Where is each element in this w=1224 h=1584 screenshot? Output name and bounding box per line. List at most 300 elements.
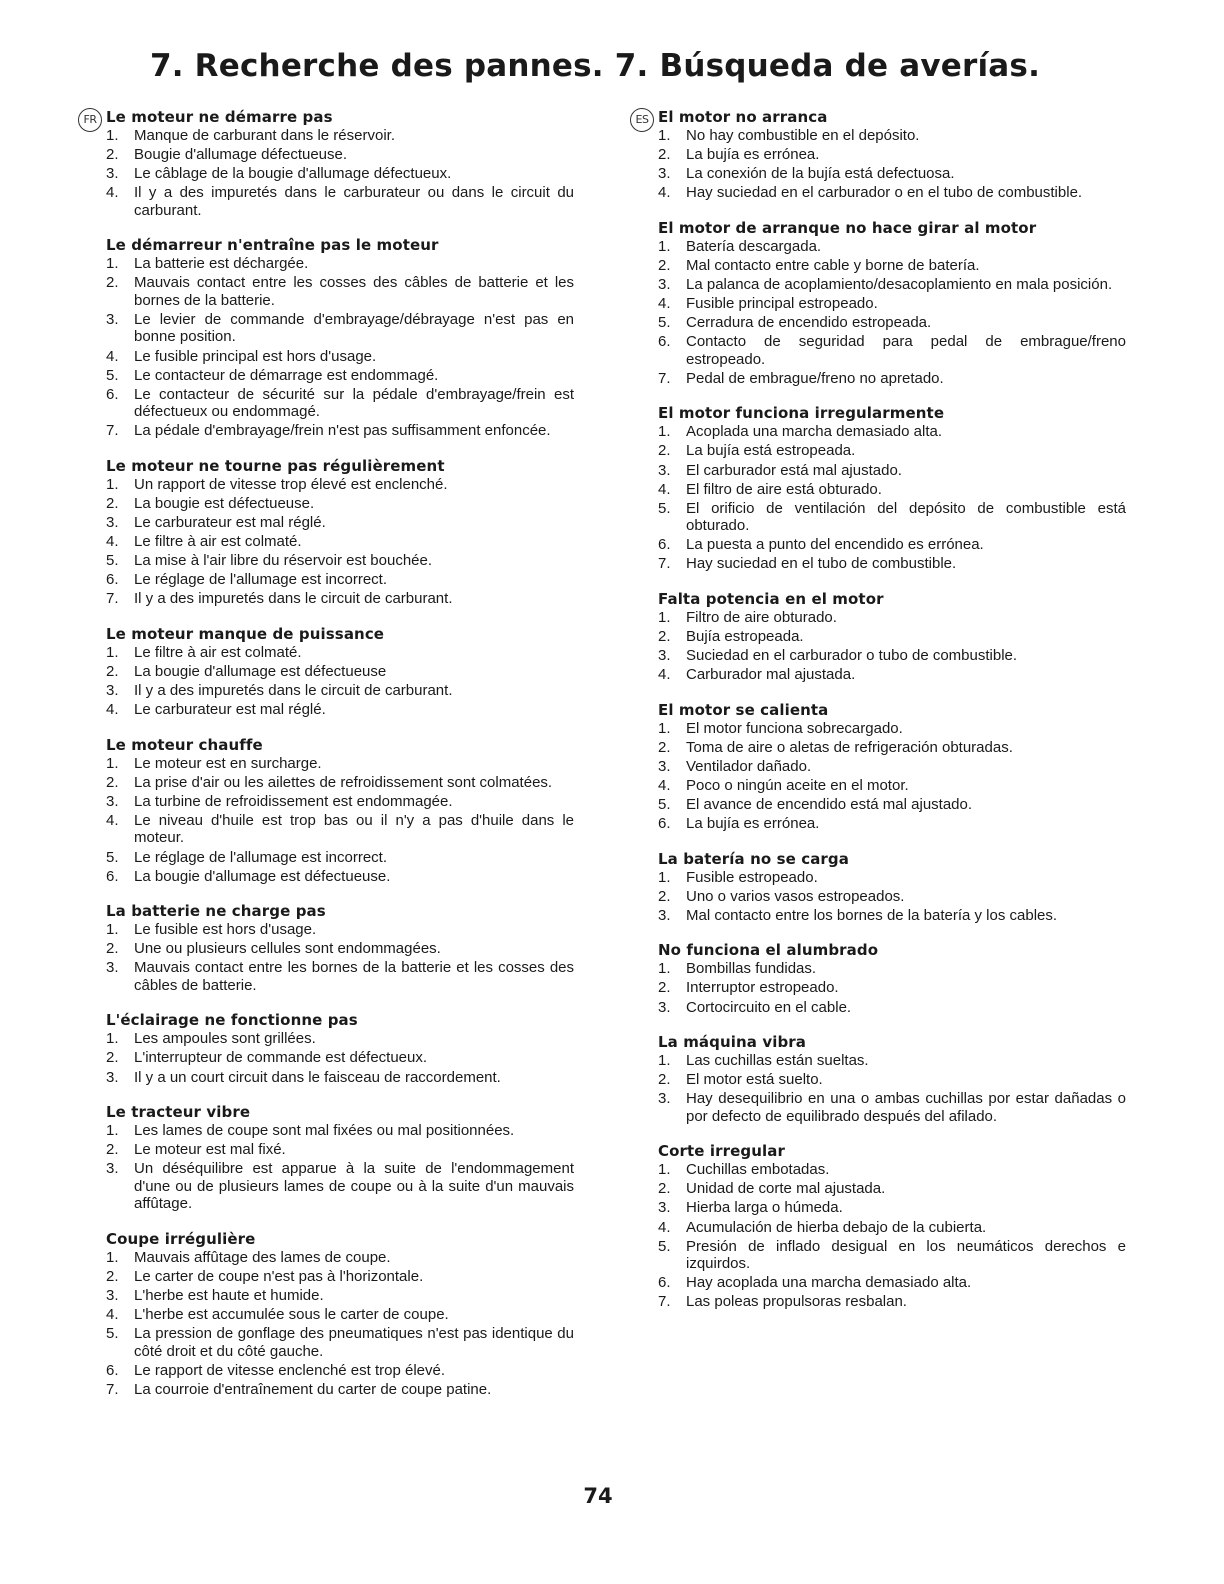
item-number: 2.	[106, 940, 119, 958]
item-number: 2.	[658, 256, 671, 274]
item-number: 3.	[106, 1068, 119, 1086]
item-number: 1.	[658, 868, 671, 886]
item-number: 2.	[106, 494, 119, 512]
list-item	[106, 146, 574, 164]
item-text: Contacto de seguridad para pedal de embrague/freno estropeado.	[686, 333, 1126, 368]
item-number: 3.	[106, 959, 119, 977]
page-title: 7. Recherche des pannes. 7. Búsqueda de averías.	[149, 48, 1041, 84]
item-text: Le moteur est en surcharge.	[134, 754, 322, 772]
item-number: 4.	[106, 184, 119, 202]
list-item	[106, 422, 574, 440]
cause-list	[106, 921, 574, 994]
item-text: Mal contacto entre cable y borne de batería.	[686, 256, 980, 274]
item-number: 6.	[658, 815, 671, 833]
list-item	[658, 333, 1126, 368]
list-item	[658, 555, 1126, 573]
list-item	[106, 533, 574, 551]
list-item	[658, 127, 1126, 145]
item-number: 1.	[658, 608, 671, 626]
troubleshooting-section	[106, 625, 574, 719]
list-item	[106, 127, 574, 145]
item-text: Hay acoplada una marcha demasiado alta.	[686, 1274, 972, 1292]
list-item	[658, 869, 1126, 887]
list-item	[106, 812, 574, 847]
troubleshooting-section	[106, 1230, 574, 1399]
item-number: 2.	[658, 1071, 671, 1089]
item-number: 6.	[106, 385, 119, 403]
item-number: 1.	[106, 1248, 119, 1266]
item-text: Il y a des impuretés dans le circuit de carburant.	[134, 682, 453, 700]
item-number: 7.	[106, 422, 119, 440]
item-text: Il y a des impuretés dans le carburateur ou dans le circuit du carburant.	[134, 184, 574, 219]
item-number: 1.	[658, 960, 671, 978]
list-item	[658, 184, 1126, 202]
item-text: Un rapport de vitesse trop élevé est enclenché.	[134, 475, 448, 493]
item-text: Hay suciedad en el carburador o en el tubo de combustible.	[686, 184, 1083, 202]
item-text: Le niveau d'huile est trop bas ou il n'y a pas d'huile dans le moteur.	[134, 811, 574, 847]
item-text: No hay combustible en el depósito.	[686, 127, 920, 144]
item-text: Les lames de coupe sont mal fixées ou mal positionnées.	[134, 1122, 515, 1140]
item-number: 3.	[658, 275, 671, 293]
cause-list	[106, 1249, 574, 1399]
list-item	[658, 1293, 1126, 1311]
item-number: 3.	[658, 1199, 671, 1217]
list-item	[106, 274, 574, 309]
list-item	[658, 666, 1126, 684]
list-item	[658, 999, 1126, 1017]
list-item	[106, 1141, 574, 1159]
list-item	[658, 295, 1126, 313]
list-item	[106, 1122, 574, 1140]
list-item	[106, 367, 574, 385]
troubleshooting-section	[658, 1033, 1126, 1125]
item-number: 4.	[658, 480, 671, 498]
item-text: La batterie est déchargée.	[134, 255, 309, 273]
cause-list	[658, 960, 1126, 1016]
list-item	[106, 476, 574, 494]
item-number: 2.	[658, 442, 671, 460]
item-number: 2.	[106, 146, 119, 164]
item-number: 3.	[658, 647, 671, 665]
item-text: Ventilador dañado.	[686, 757, 812, 775]
item-number: 3.	[106, 310, 119, 328]
cause-list	[106, 127, 574, 219]
item-text: Fusible estropeado.	[686, 868, 818, 886]
item-number: 1.	[658, 423, 671, 441]
item-number: 2.	[106, 1141, 119, 1159]
item-text: Manque de carburant dans le réservoir.	[134, 127, 395, 144]
item-number: 5.	[106, 1325, 119, 1343]
list-item	[658, 888, 1126, 906]
list-item	[106, 774, 574, 792]
troubleshooting-section	[658, 850, 1126, 925]
item-text: Cerradura de encendido estropeada.	[686, 314, 932, 332]
item-text: Presión de inflado desigual en los neumáticos derechos e izquirdos.	[686, 1237, 1126, 1273]
section-heading: La batterie ne charge pas	[106, 902, 326, 921]
troubleshooting-section	[658, 941, 1126, 1016]
list-item	[106, 1268, 574, 1286]
item-number: 1.	[658, 719, 671, 737]
item-number: 5.	[106, 848, 119, 866]
troubleshooting-section	[658, 590, 1126, 684]
list-item	[658, 536, 1126, 554]
list-item	[658, 1274, 1126, 1292]
list-item	[658, 979, 1126, 997]
item-text: Uno o varios vasos estropeados.	[686, 887, 905, 905]
section-heading: Le moteur manque de puissance	[106, 624, 385, 643]
item-text: Hay desequilibrio en una o ambas cuchillas por estar dañadas o por defecto de equilibrado después del afilado.	[686, 1090, 1126, 1125]
list-item	[106, 644, 574, 662]
list-item	[106, 682, 574, 700]
item-text: La pédale d'embrayage/frein n'est pas suffisamment enfoncée.	[134, 422, 551, 440]
item-text: La turbine de refroidissement est endommagée.	[134, 792, 453, 810]
item-text: Las poleas propulsoras resbalan.	[686, 1293, 907, 1311]
item-text: Mal contacto entre los bornes de la batería y los cables.	[686, 906, 1058, 924]
list-item	[106, 184, 574, 219]
item-text: Acumulación de hierba debajo de la cubierta.	[686, 1218, 987, 1236]
item-text: Le réglage de l'allumage est incorrect.	[134, 571, 388, 589]
list-item	[106, 868, 574, 886]
section-heading: Falta potencia en el motor	[658, 589, 884, 608]
item-text: Batería descargada.	[686, 237, 822, 255]
list-item	[106, 921, 574, 939]
troubleshooting-section	[658, 701, 1126, 833]
item-number: 2.	[658, 738, 671, 756]
list-item	[106, 959, 574, 994]
item-number: 3.	[658, 998, 671, 1016]
cause-list	[658, 609, 1126, 684]
item-number: 4.	[106, 347, 119, 365]
item-number: 3.	[106, 792, 119, 810]
item-number: 1.	[106, 921, 119, 939]
troubleshooting-section	[658, 404, 1126, 573]
list-item	[106, 1325, 574, 1360]
item-text: Pedal de embrague/freno no apretado.	[686, 369, 944, 387]
list-item	[658, 442, 1126, 460]
list-item	[658, 796, 1126, 814]
item-text: Le levier de commande d'embrayage/débrayage n'est pas en bonne position.	[134, 310, 574, 346]
list-item	[106, 348, 574, 366]
item-text: La bujía es errónea.	[686, 815, 820, 833]
list-item	[658, 500, 1126, 535]
item-number: 7.	[658, 555, 671, 573]
item-number: 5.	[658, 314, 671, 332]
item-number: 2.	[106, 1267, 119, 1285]
item-text: La prise d'air ou les ailettes de refroidissement sont colmatées.	[134, 773, 553, 791]
cause-list	[106, 476, 574, 608]
section-heading: L'éclairage ne fonctionne pas	[106, 1011, 358, 1030]
cause-list	[106, 255, 574, 440]
item-text: Hay suciedad en el tubo de combustible.	[686, 555, 957, 573]
item-number: 4.	[658, 776, 671, 794]
troubleshooting-section	[106, 108, 574, 219]
item-number: 4.	[658, 666, 671, 684]
section-heading: Le tracteur vibre	[106, 1103, 251, 1122]
item-text: Le filtre à air est colmaté.	[134, 533, 302, 551]
list-item	[658, 1219, 1126, 1237]
section-heading: La batería no se carga	[658, 849, 849, 868]
item-number: 6.	[106, 571, 119, 589]
item-text: La palanca de acoplamiento/desacoplamiento en mala posición.	[686, 275, 1113, 293]
section-heading: El motor de arranque no hace girar al motor	[658, 218, 1037, 237]
cause-list	[658, 1052, 1126, 1125]
item-text: Mauvais contact entre les cosses des câbles de batterie et les bornes de la batterie.	[134, 274, 574, 309]
item-text: Le réglage de l'allumage est incorrect.	[134, 848, 388, 866]
item-number: 1.	[658, 1052, 671, 1070]
cause-list	[106, 1030, 574, 1086]
item-number: 7.	[106, 590, 119, 608]
item-number: 3.	[658, 906, 671, 924]
item-text: Poco o ningún aceite en el motor.	[686, 776, 909, 794]
list-item	[106, 514, 574, 532]
item-number: 1.	[106, 255, 119, 273]
item-number: 6.	[106, 867, 119, 885]
section-heading: El motor se calienta	[658, 700, 829, 719]
troubleshooting-section	[106, 236, 574, 440]
item-number: 1.	[106, 643, 119, 661]
item-number: 2.	[106, 663, 119, 680]
cause-list	[106, 755, 574, 885]
list-item	[658, 815, 1126, 833]
item-text: La puesta a punto del encendido es errónea.	[686, 536, 984, 554]
item-number: 3.	[658, 165, 671, 183]
list-item	[658, 146, 1126, 164]
item-number: 1.	[106, 475, 119, 493]
list-item	[658, 1071, 1126, 1089]
list-item	[106, 1249, 574, 1267]
item-number: 5.	[658, 796, 671, 814]
item-number: 2.	[658, 628, 671, 645]
list-item	[106, 1381, 574, 1399]
item-number: 1.	[106, 1122, 119, 1140]
list-item	[106, 1306, 574, 1324]
item-text: Filtro de aire obturado.	[686, 608, 837, 626]
list-item	[106, 590, 574, 608]
item-number: 7.	[658, 1293, 671, 1311]
item-text: Interruptor estropeado.	[686, 979, 839, 997]
list-item	[658, 481, 1126, 499]
item-text: Mauvais contact entre les bornes de la batterie et les cosses des câbles de batterie.	[134, 959, 574, 994]
list-item	[658, 1199, 1126, 1217]
item-number: 3.	[106, 1160, 119, 1178]
item-number: 3.	[106, 682, 119, 700]
troubleshooting-section	[106, 1103, 574, 1213]
item-text: Hierba larga o húmeda.	[686, 1199, 843, 1217]
item-text: Les ampoules sont grillées.	[134, 1030, 316, 1048]
item-text: Cuchillas embotadas.	[686, 1161, 830, 1179]
list-item	[106, 1049, 574, 1067]
item-text: L'interrupteur de commande est défectueux.	[134, 1049, 428, 1067]
item-number: 4.	[658, 184, 671, 202]
item-number: 3.	[106, 1286, 119, 1304]
item-number: 4.	[106, 811, 119, 829]
item-text: Le carburateur est mal réglé.	[134, 701, 326, 719]
item-number: 2.	[106, 1049, 119, 1067]
item-number: 2.	[658, 979, 671, 997]
item-number: 1.	[106, 127, 119, 144]
item-text: La conexión de la bujía está defectuosa.	[686, 165, 955, 183]
item-number: 4.	[658, 295, 671, 313]
item-number: 1.	[106, 754, 119, 772]
item-number: 3.	[658, 757, 671, 775]
list-item	[658, 647, 1126, 665]
list-item	[106, 793, 574, 811]
item-text: Mauvais affûtage des lames de coupe.	[134, 1248, 391, 1266]
list-item	[658, 777, 1126, 795]
item-text: El motor está suelto.	[686, 1071, 823, 1089]
list-item	[106, 1287, 574, 1305]
language-badge-es-icon: ES	[630, 108, 654, 132]
item-text: Il y a un court circuit dans le faisceau de raccordement.	[134, 1068, 501, 1086]
section-heading: No funciona el alumbrado	[658, 941, 879, 960]
list-item	[658, 257, 1126, 275]
troubleshooting-section	[658, 108, 1126, 202]
item-number: 6.	[658, 1274, 671, 1292]
page-number: 74	[583, 1484, 613, 1508]
item-text: Cortocircuito en el cable.	[686, 998, 852, 1016]
item-number: 2.	[658, 887, 671, 905]
cause-list	[658, 423, 1126, 573]
item-number: 2.	[106, 274, 119, 292]
list-item	[658, 720, 1126, 738]
item-text: Le carter de coupe n'est pas à l'horizontale.	[134, 1267, 424, 1285]
item-text: El orificio de ventilación del depósito de combustible está obturado.	[686, 499, 1126, 535]
item-text: El carburador está mal ajustado.	[686, 461, 902, 479]
item-number: 2.	[658, 146, 671, 164]
troubleshooting-section	[658, 219, 1126, 388]
cause-list	[658, 127, 1126, 202]
cause-list	[106, 1122, 574, 1213]
item-text: Unidad de corte mal ajustada.	[686, 1180, 886, 1198]
item-text: L'herbe est accumulée sous le carter de coupe.	[134, 1306, 449, 1323]
item-text: La bujía es errónea.	[686, 146, 820, 164]
cause-list	[658, 720, 1126, 833]
column-fr	[83, 108, 574, 1415]
list-item	[106, 755, 574, 773]
item-text: Acoplada una marcha demasiado alta.	[686, 423, 942, 441]
list-item	[106, 849, 574, 867]
list-item	[658, 314, 1126, 332]
cause-list	[658, 869, 1126, 925]
item-number: 4.	[106, 533, 119, 551]
list-item	[106, 1069, 574, 1087]
item-number: 4.	[106, 701, 119, 719]
list-item	[106, 1362, 574, 1380]
list-item	[106, 495, 574, 513]
list-item	[658, 739, 1126, 757]
item-text: Bujía estropeada.	[686, 628, 804, 645]
column-es	[635, 108, 1126, 1328]
item-number: 5.	[106, 552, 119, 570]
troubleshooting-section	[106, 1011, 574, 1086]
troubleshooting-section	[106, 902, 574, 994]
item-text: Il y a des impuretés dans le circuit de carburant.	[134, 590, 453, 608]
cause-list	[658, 238, 1126, 388]
item-text: Le fusible est hors d'usage.	[134, 921, 317, 939]
item-text: L'herbe est haute et humide.	[134, 1286, 324, 1304]
section-heading: Coupe irrégulière	[106, 1229, 256, 1248]
list-item	[658, 628, 1126, 646]
cause-list	[658, 1161, 1126, 1311]
item-text: Le câblage de la bougie d'allumage défectueux.	[134, 165, 452, 183]
list-item	[658, 462, 1126, 480]
item-number: 4.	[658, 1218, 671, 1236]
item-text: Toma de aire o aletas de refrigeración obturadas.	[686, 738, 1013, 756]
item-text: Le contacteur de démarrage est endommagé.	[134, 366, 439, 384]
item-number: 2.	[106, 773, 119, 791]
list-item	[658, 238, 1126, 256]
list-item	[106, 552, 574, 570]
item-text: La pression de gonflage des pneumatiques n'est pas identique du côté droit et du côté gauche.	[134, 1325, 574, 1360]
troubleshooting-section	[658, 1142, 1126, 1311]
item-number: 5.	[658, 499, 671, 517]
list-item	[658, 1090, 1126, 1125]
item-text: Une ou plusieurs cellules sont endommagées.	[134, 940, 441, 958]
item-text: El motor funciona sobrecargado.	[686, 719, 903, 737]
item-text: Suciedad en el carburador o tubo de combustible.	[686, 647, 1018, 665]
list-item	[106, 1030, 574, 1048]
item-text: Carburador mal ajustada.	[686, 666, 856, 684]
item-number: 3.	[106, 514, 119, 532]
item-number: 6.	[658, 536, 671, 554]
item-number: 1.	[658, 127, 671, 144]
item-number: 7.	[658, 369, 671, 387]
list-item	[106, 1160, 574, 1213]
item-text: Bougie d'allumage défectueuse.	[134, 146, 348, 164]
item-number: 7.	[106, 1380, 119, 1398]
section-heading: La máquina vibra	[658, 1033, 807, 1052]
section-heading: Corte irregular	[658, 1142, 785, 1161]
section-heading: Le moteur chauffe	[106, 735, 263, 754]
item-number: 3.	[658, 461, 671, 479]
item-text: La bujía está estropeada.	[686, 442, 856, 460]
item-text: Fusible principal estropeado.	[686, 295, 878, 313]
section-heading: Le moteur ne démarre pas	[106, 108, 333, 126]
item-text: La bougie d'allumage est défectueuse.	[134, 867, 391, 885]
list-item	[106, 386, 574, 421]
section-heading: Le moteur ne tourne pas régulièrement	[106, 456, 445, 475]
item-number: 6.	[658, 333, 671, 351]
troubleshooting-section	[106, 736, 574, 885]
item-text: Le moteur est mal fixé.	[134, 1141, 286, 1159]
list-item	[658, 165, 1126, 183]
item-number: 3.	[658, 1090, 671, 1108]
list-item	[106, 571, 574, 589]
item-text: Un déséquilibre est apparue à la suite de l'endommagement d'une ou de plusieurs lames de coupe ou à la suite d'un mauvais affûtage.	[134, 1160, 574, 1213]
list-item	[658, 1180, 1126, 1198]
list-item	[106, 311, 574, 346]
list-item	[658, 276, 1126, 294]
item-text: La courroie d'entraînement du carter de coupe patine.	[134, 1380, 492, 1398]
list-item	[658, 1052, 1126, 1070]
language-badge-fr-icon: FR	[78, 108, 102, 132]
list-item	[106, 663, 574, 681]
item-text: La mise à l'air libre du réservoir est bouchée.	[134, 552, 433, 570]
item-number: 1.	[106, 1030, 119, 1048]
item-number: 5.	[658, 1237, 671, 1255]
item-text: El filtro de aire está obturado.	[686, 480, 882, 498]
item-text: Le carburateur est mal réglé.	[134, 514, 326, 532]
list-item	[658, 609, 1126, 627]
list-item	[106, 940, 574, 958]
section-heading: El motor funciona irregularmente	[658, 404, 945, 423]
item-text: Le fusible principal est hors d'usage.	[134, 347, 377, 365]
list-item	[658, 1238, 1126, 1273]
section-heading: El motor no arranca	[658, 108, 828, 126]
item-text: Le contacteur de sécurité sur la pédale d'embrayage/frein est défectueux ou endommagé.	[134, 385, 574, 421]
list-item	[658, 758, 1126, 776]
list-item	[658, 907, 1126, 925]
